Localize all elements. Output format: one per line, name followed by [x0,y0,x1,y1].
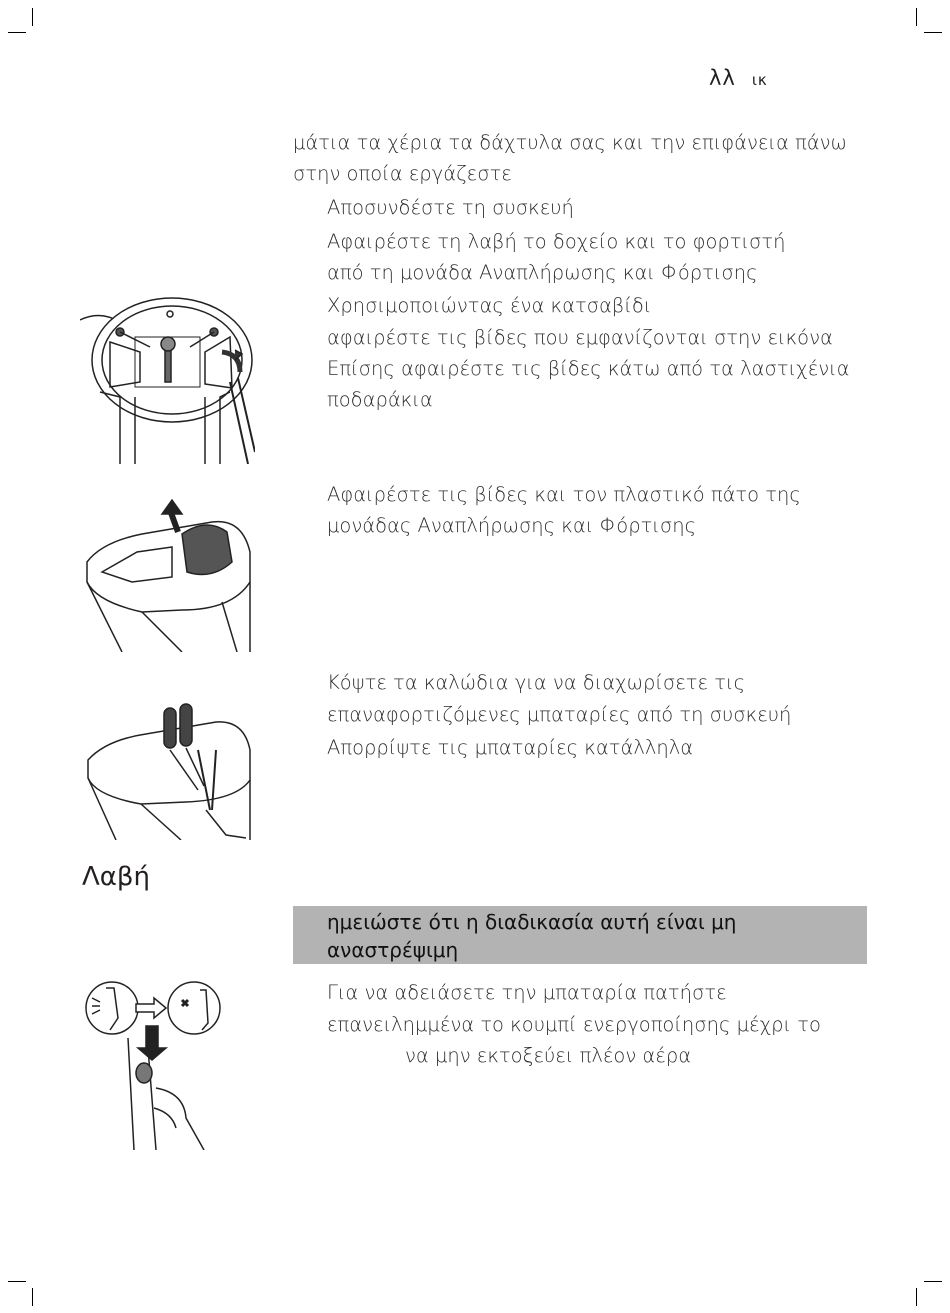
section-title: Λαβή [82,862,150,892]
step-text: ποδαράκια [327,388,433,411]
note-line: αναστρέψιμη [327,938,459,962]
step-text: Κόψτε τα καλώδια για να διαχωρίσετε τις [327,671,746,694]
cut-wires-illustration [86,700,254,840]
step-text: Αποσυνδέστε τη συσκευή [327,196,574,219]
crop-mark [32,8,33,26]
language-label: λλ [709,66,736,90]
step-text: Χρησιμοποιώντας ένα κατσαβίδι [327,294,652,317]
step-text: μονάδας Αναπλήρωσης και Φόρτισης [327,514,697,537]
intro-line: στην οποία εργάζεστε [293,162,512,185]
step-text: αφαιρέστε τις βίδες που εμφανίζονται στην εικόνα [327,326,833,349]
step-text: Αφαιρέστε τη λαβή το δοχείο και το φορτιστή [327,230,786,253]
note-box [293,906,867,964]
base-screws-illustration [80,292,255,464]
step-text: Επίσης αφαιρέστε τις βίδες κάτω από τα λαστιχένια [327,357,850,380]
crop-mark [916,8,917,26]
step-text: Απορρίψτε τις μπαταρίες κατάλληλα [327,736,694,759]
step-text: Αφαιρέστε τις βίδες και τον πλαστικό πάτο της [327,483,801,506]
handle-text: Για να αδειάσετε την μπαταρία πατήστε [327,981,727,1004]
crop-mark [8,32,26,33]
crop-mark [916,1288,917,1306]
handle-press-illustration [84,978,224,1150]
page-header [709,66,768,90]
intro-line: μάτια τα χέρια τα δάχτυλα σας και την επιφάνεια πάνω [293,131,847,154]
page-code: ικ [751,71,768,89]
note-line: ημειώστε ότι η διαδικασία αυτή είναι μη [327,910,737,934]
crop-mark [32,1288,33,1306]
remove-bottom-illustration [82,492,252,652]
crop-mark [924,32,942,33]
crop-mark [8,1281,26,1282]
handle-text: επανειλημμένα το κουμπί ενεργοποίησης μέχρι το [327,1013,821,1036]
step-text: επαναφορτιζόμενες μπαταρίες από τη συσκευή [327,703,792,726]
crop-mark [924,1281,942,1282]
handle-text: να μην εκτοξεύει πλέον αέρα [405,1044,692,1067]
step-text: από τη μονάδα Αναπλήρωσης και Φόρτισης [327,261,758,284]
